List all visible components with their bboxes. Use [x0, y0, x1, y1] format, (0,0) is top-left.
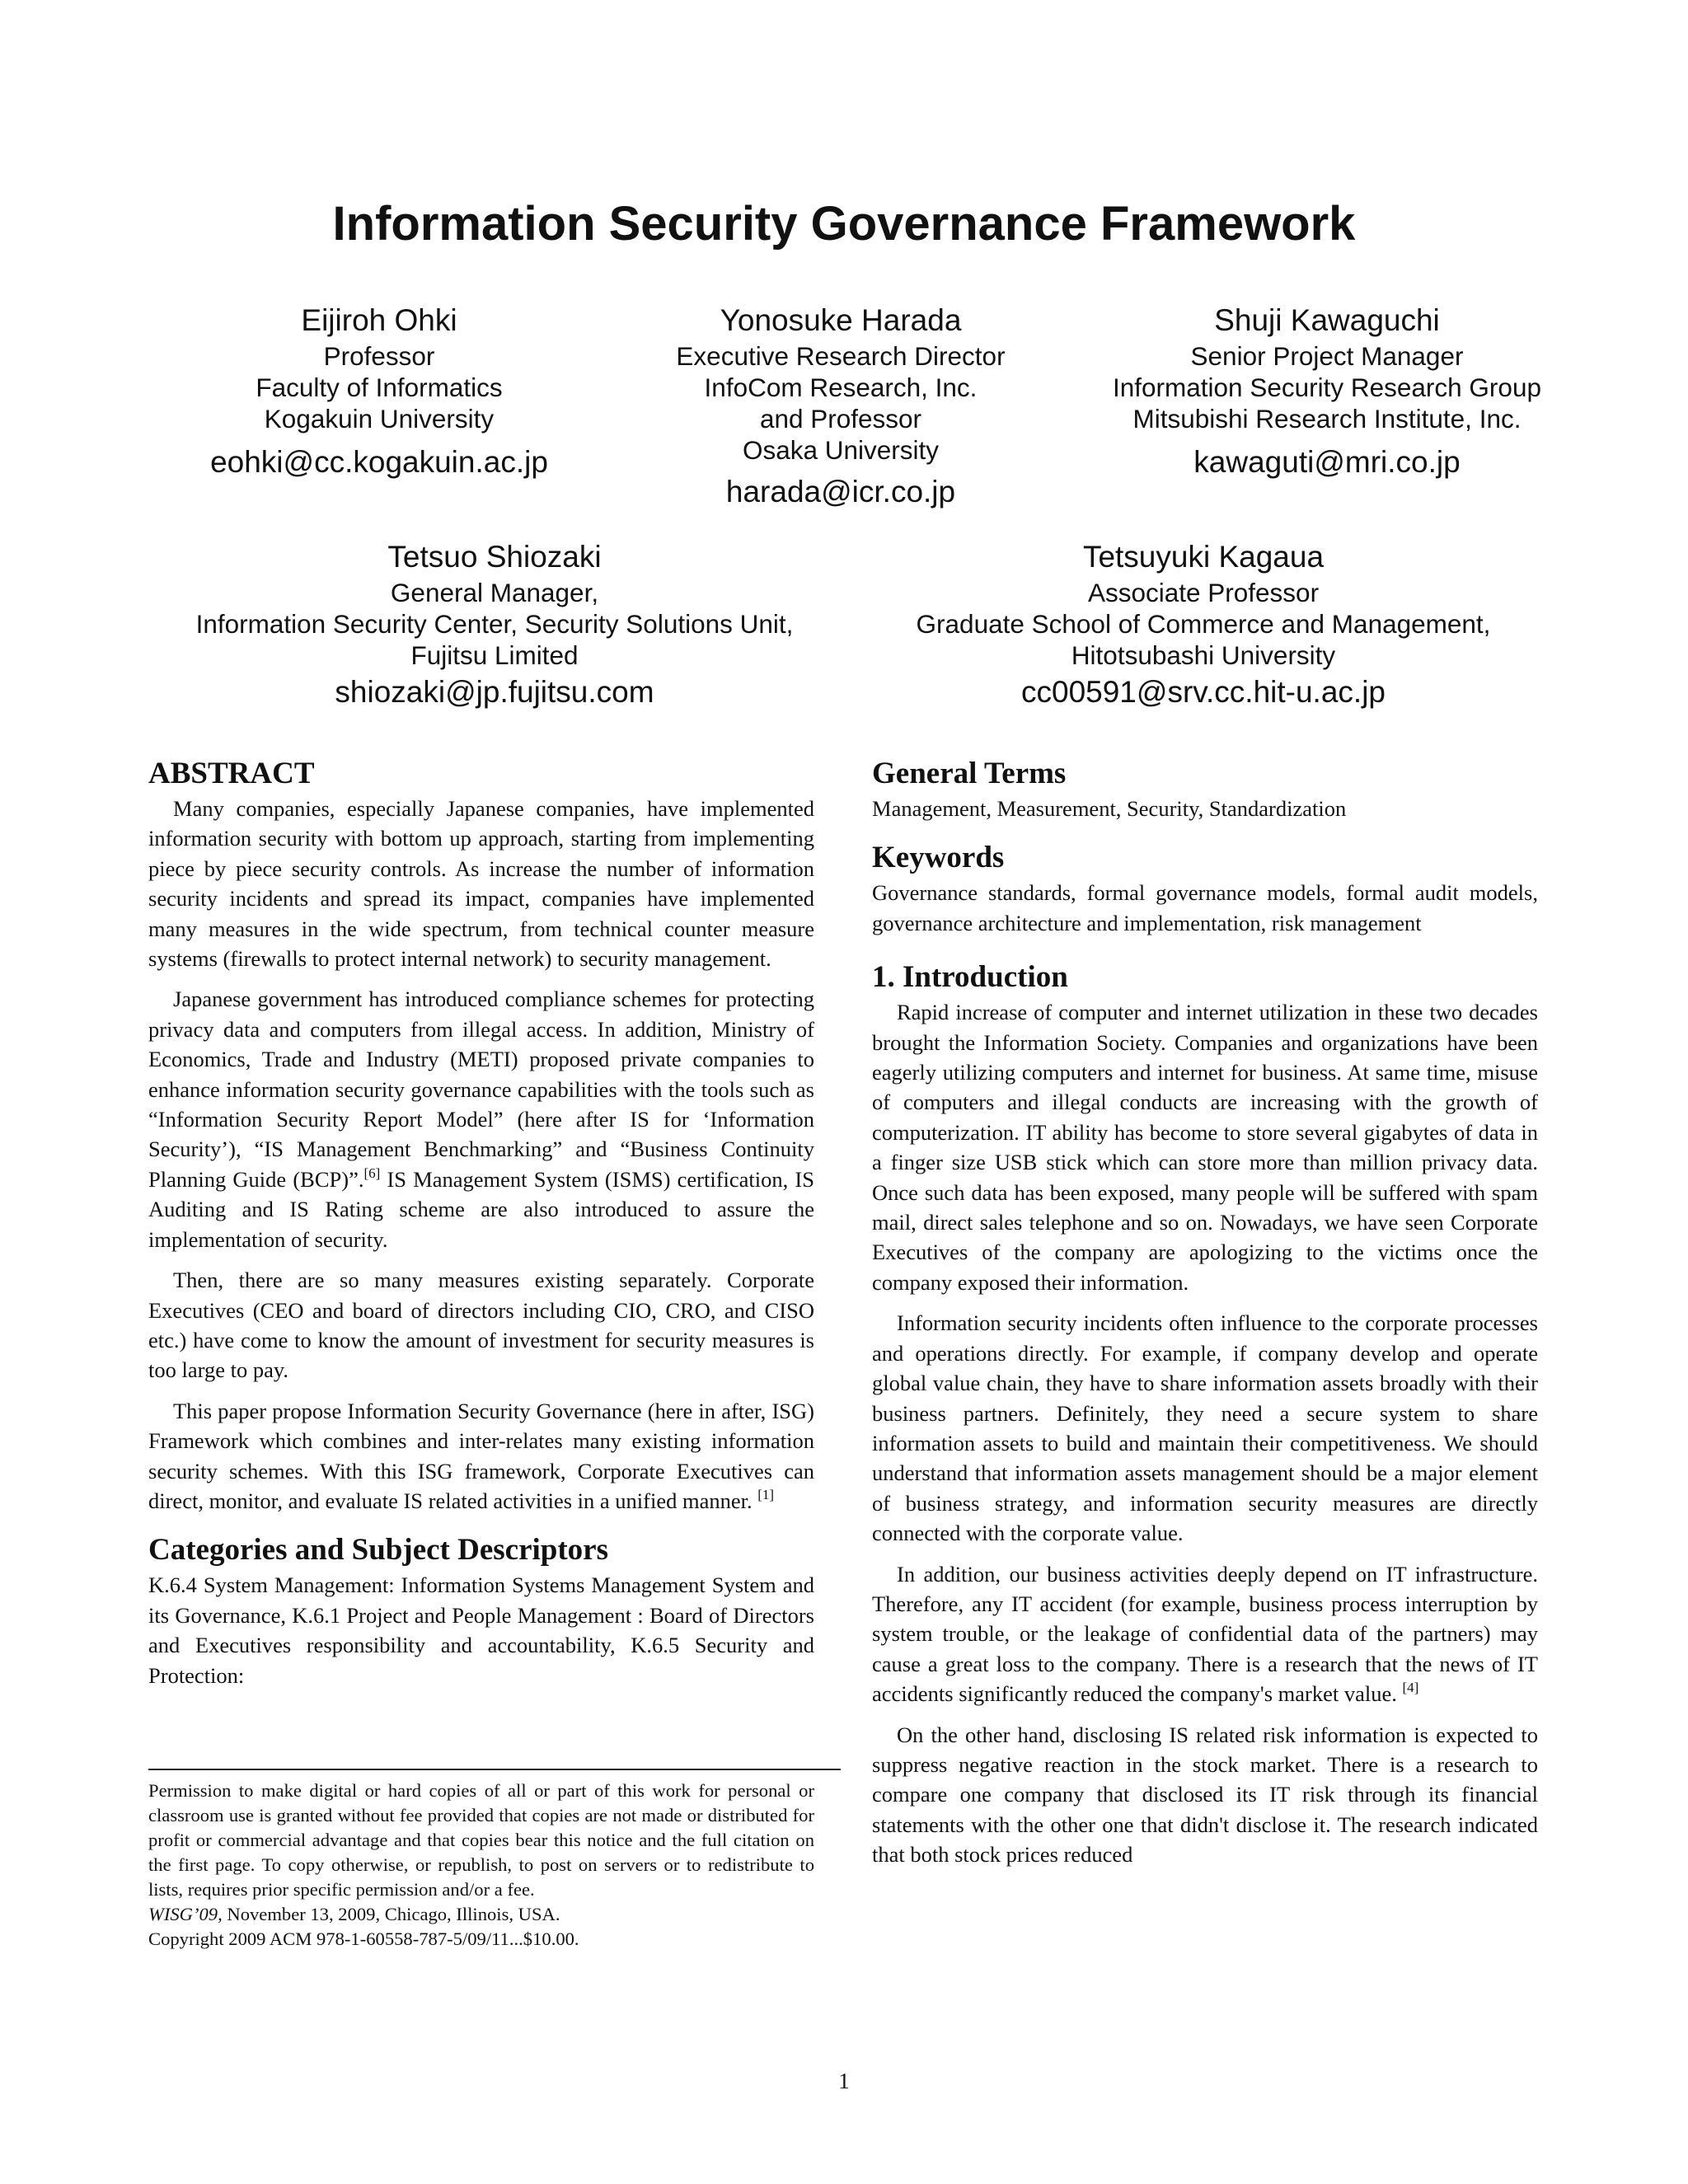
- author-affiliation: and Professor: [759, 404, 922, 434]
- author-affiliation: InfoCom Research, Inc.: [704, 373, 978, 402]
- author-email: cc00591@srv.cc.hit-u.ac.jp: [1021, 675, 1386, 709]
- author-block-2: [593, 301, 1088, 512]
- author-name: Eijiroh Ohki: [301, 303, 457, 337]
- author-block-3: [1047, 301, 1607, 482]
- author-affiliation: Professor: [323, 341, 435, 371]
- author-affiliation: Mitsubishi Research Institute, Inc.: [1132, 404, 1522, 434]
- author-email: eohki@cc.kogakuin.ac.jp: [210, 445, 548, 479]
- abstract-paragraph: Then, there are so many measures existing separately. Corporate Executives (CEO and board of directors including CIO, CRO, and CISO etc.) have come to know the amount of investment for security measures is too large to pay.: [148, 1268, 814, 1383]
- author-affiliation: Fujitsu Limited: [410, 640, 579, 670]
- introduction-heading: 1. Introduction: [872, 960, 1068, 995]
- citation: [6]: [363, 1165, 381, 1181]
- categories-text: K.6.4 System Management: Information Systems Management System and its Governance, K.6.1 Project and People Management : Board of Directors and Executives responsibility and accountability, K.6.5 Security and Protection:: [148, 1572, 814, 1688]
- author-block-5: [857, 537, 1550, 712]
- author-block-1: [132, 301, 626, 482]
- venue-line: WISG’09, November 13, 2009, Chicago, Illinois, USA.: [148, 1904, 560, 1924]
- introduction-paragraph: On the other hand, disclosing IS related risk information is expected to suppress negative reaction in the stock market. There is a research to compare one company that disclosed its IT risk through its financial statements with the other one that didn't disclose it. The research indicated that both stock prices reduced: [872, 1722, 1538, 1868]
- left-column: [148, 754, 814, 1690]
- citation: [4]: [1402, 1680, 1419, 1696]
- keywords-text: Governance standards, formal governance models, formal audit models, governance architecture and implementation, risk management: [872, 880, 1538, 935]
- permission-notice: [148, 1779, 814, 1952]
- paper-title: Information Security Governance Framework: [332, 197, 1356, 251]
- author-name: Yonosuke Harada: [720, 303, 962, 337]
- author-affiliation: Associate Professor: [1087, 578, 1320, 607]
- introduction-paragraph: Information security incidents often influence to the corporate processes and operations directly. For example, if company develop and operate global value chain, they have to share information assets broadly with their business partners. Definitely, they need a secure system to share information assets to build and maintain their competitiveness. We should understand that information assets management should be a major element of business strategy, and information security measures are directly connected with the corporate value.: [872, 1310, 1538, 1546]
- keywords-heading: Keywords: [872, 841, 1005, 875]
- general-terms-heading: General Terms: [872, 757, 1067, 790]
- categories-heading: Categories and Subject Descriptors: [148, 1533, 608, 1568]
- right-column: [872, 754, 1538, 1870]
- author-affiliation: Information Security Center, Security Solutions Unit,: [195, 609, 794, 639]
- permission-text: Permission to make digital or hard copies of all or part of this work for personal or classroom use is granted without fee provided that copies are not made or distributed for profit or commercial advantage and that copies bear this notice and the full citation on the first page. To copy otherwise, or republish, to post on servers or to redistribute to lists, requires prior specific permission and/or a fee.: [148, 1780, 814, 1900]
- citation: [1]: [757, 1486, 775, 1502]
- author-affiliation: Osaka University: [742, 435, 940, 465]
- general-terms-text: Management, Measurement, Security, Standardization: [872, 796, 1347, 821]
- page-number: 1: [838, 2069, 850, 2093]
- author-affiliation: Information Security Research Group: [1113, 373, 1541, 402]
- author-affiliation: Hitotsubashi University: [1071, 640, 1336, 670]
- author-email: shiozaki@jp.fujitsu.com: [335, 675, 654, 709]
- author-block-4: [148, 537, 841, 712]
- footnote-divider: [148, 1769, 841, 1770]
- author-name: Shuji Kawaguchi: [1214, 303, 1440, 337]
- abstract-heading: ABSTRACT: [148, 757, 315, 790]
- author-affiliation: Faculty of Informatics: [256, 373, 503, 402]
- introduction-paragraph: In addition, our business activities deeply depend on IT infrastructure. Therefore, any IT accident (for example, business process interruption by system trouble, or the leakage of confidential data of the partners) may cause a great loss to the company. There is a research that the news of IT accidents significantly reduced the company's market value. [4]: [872, 1561, 1538, 1707]
- copyright-line: Copyright 2009 ACM 978-1-60558-787-5/09/11...$10.00.: [148, 1929, 579, 1949]
- author-email: harada@icr.co.jp: [725, 475, 956, 509]
- abstract-paragraph: This paper propose Information Security Governance (here in after, ISG) Framework which combines and inter-relates many existing information security schemes. With this ISG framework, Corporate Executives can direct, monitor, and evaluate IS related activities in a unified manner. [1]: [148, 1398, 814, 1513]
- author-affiliation: Graduate School of Commerce and Management,: [916, 609, 1491, 639]
- author-email: kawaguti@mri.co.jp: [1193, 445, 1461, 479]
- author-affiliation: General Manager,: [390, 578, 599, 607]
- abstract-paragraph: Many companies, especially Japanese companies, have implemented information security with bottom up approach, starting from implementing piece by piece security controls. As increase the number of information security incidents and spread its impact, companies have implemented many measures in the wide spectrum, from technical counter measure systems (firewalls to protect internal network) to security management.: [148, 796, 814, 972]
- author-name: Tetsuo Shiozaki: [387, 540, 602, 574]
- introduction-paragraph: Rapid increase of computer and internet utilization in these two decades brought the Information Society. Companies and organizations have been eagerly utilizing computers and internet for business. At same time, misuse of computers and illegal conducts are increasing with the growth of computerization. IT ability has become to store several gigabytes of data in a finger size USB stick which can store more than million privacy data. Once such data has been exposed, many people will be suffered with spam mail, direct sales telephone and so on. Nowadays, we have seen Corporate Executives of the company are apologizing to the victims once the company exposed their information.: [872, 1000, 1538, 1295]
- author-affiliation: Kogakuin University: [264, 404, 495, 434]
- author-affiliation: Executive Research Director: [676, 341, 1006, 371]
- author-name: Tetsuyuki Kagaua: [1082, 540, 1325, 574]
- author-affiliation: Senior Project Manager: [1190, 341, 1464, 371]
- abstract-paragraph: Japanese government has introduced compliance schemes for protecting privacy data and computers from illegal access. In addition, Ministry of Economics, Trade and Industry (METI) proposed private companies to enhance information security governance capabilities with the tools such as “Information Security Report Model” (here after IS for ‘Information Security’), “IS Management Benchmarking” and “Business Continuity Planning Guide (BCP)”.[6] IS Management System (ISMS) certification, IS Auditing and IS Rating scheme are also introduced to assure the implementation of security.: [148, 987, 814, 1252]
